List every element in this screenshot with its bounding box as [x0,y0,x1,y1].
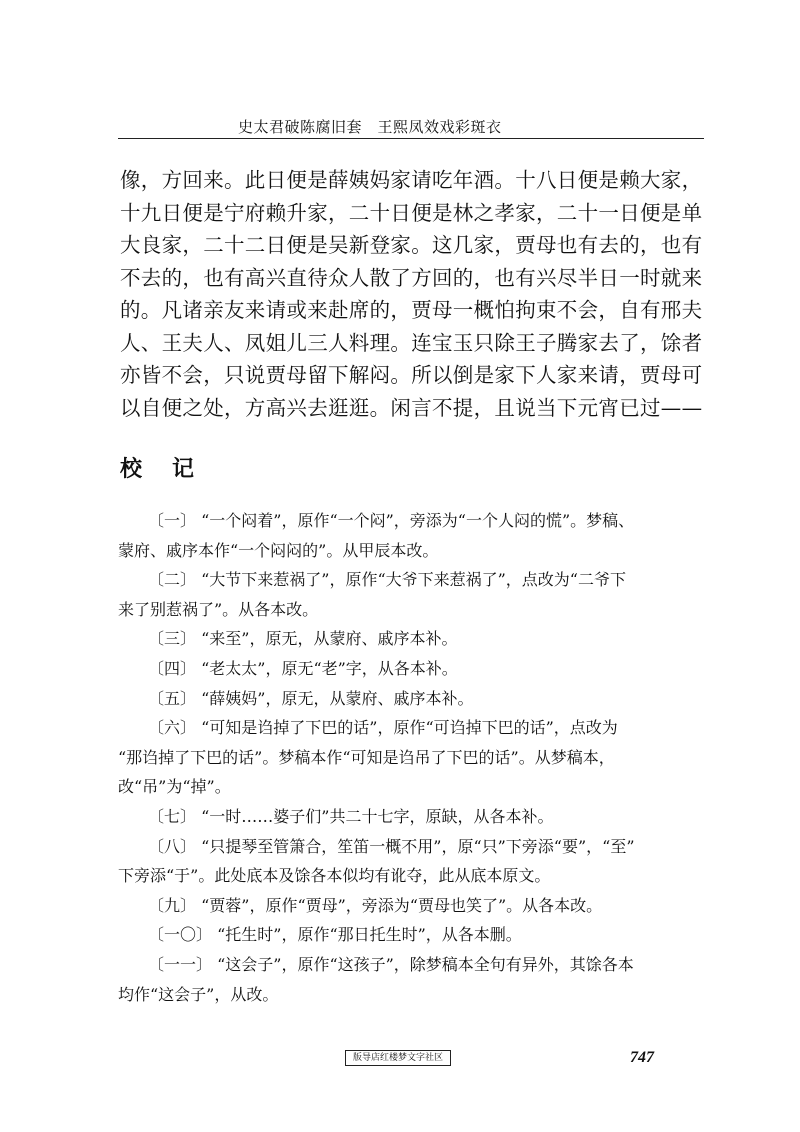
note-line: 〔一〕 “一个闷着”，原作“一个闷”，旁添为“一个人闷的慌”。梦稿、 [148,511,635,530]
text-line: 的。凡诸亲友来请或来赴席的，贾母一概怕拘束不会，自有邢夫 [120,298,703,322]
text-line: 不去的，也有高兴直待众人散了方回的，也有兴尽半日一时就来 [120,265,703,290]
note-line: 〔五〕 “薛姨妈”，原无，从蒙府、戚序本补。 [148,688,474,708]
text-line: 以自便之处，方高兴去逛逛。闲言不提，且说当下元宵已过—— [120,395,703,420]
note-line: 〔三〕 “来至”，原无，从蒙府、戚序本补。 [148,629,458,649]
main-text [120,164,703,424]
note-line: 〔四〕 “老太太”，原无“老”字，从各本补。 [148,658,458,678]
header-rule [118,138,704,139]
note-line: “那诌掉了下巴的话”。梦稿本作“可知是诌吊了下巴的话”。从梦稿本， [118,747,615,767]
note-line: 〔一一〕 “这会子”，原作“这孩子”，除梦稿本全句有异外，其馀各本 [148,954,634,974]
note-line: 〔二〕 “大节下来惹祸了”，原作“大爷下来惹祸了”，点改为“二爷下 [148,570,626,590]
note-line: 均作“这会子”，从改。 [118,984,279,1004]
note-line: 〔一〇〕 “托生时”，原作“那日托生时”，从各本删。 [148,925,522,945]
note-line: 〔七〕 “一时……婆子们”共二十七字，原缺，从各本补。 [148,806,554,826]
note-line: 下旁添“于”。此处底本及馀各本似均有讹夺，此从底本原文。 [118,866,551,886]
note-line: 蒙府、戚序本作“一个闷闷的”。从甲辰本改。 [118,540,439,560]
section-heading: 校记 [120,456,225,482]
source-stamp: 版导店红楼梦文字社区 [345,1050,451,1066]
collation-notes [118,506,700,1009]
text-line: 大良家，二十二日便是吴新登家。这几家，贾母也有去的，也有 [120,233,703,257]
text-line: 像，方回来。此日便是薛姨妈家请吃年酒。十八日便是赖大家， [120,168,703,192]
page-number: 747 [630,1049,654,1066]
note-line: 改“吊”为“掉”。 [118,777,231,797]
note-line: 〔八〕 “只提琴至管箫合，笙笛一概不用”，原“只”下旁添“要”，“至” [148,836,635,856]
note-line: 来了别惹祸了”。从各本改。 [118,599,319,619]
note-line: 〔六〕 “可知是诌掉了下巴的话”，原作“可诌掉下巴的话”，点改为 [148,718,618,738]
text-line: 十九日便是宁府赖升家，二十日便是林之孝家，二十一日便是单 [120,200,703,225]
chapter-title: 史太君破陈腐旧套 王熙凤效戏彩斑衣 [238,118,502,136]
text-line: 人、王夫人、凤姐儿三人料理。连宝玉只除王子腾家去了，馀者 [120,330,703,355]
text-line: 亦皆不会，只说贾母留下解闷。所以倒是家下人家来请，贾母可 [120,363,703,387]
note-line: 〔九〕 “贾蓉”，原作“贾母”，旁添为“贾母也笑了”。从各本改。 [148,895,603,915]
running-header [0,116,800,138]
